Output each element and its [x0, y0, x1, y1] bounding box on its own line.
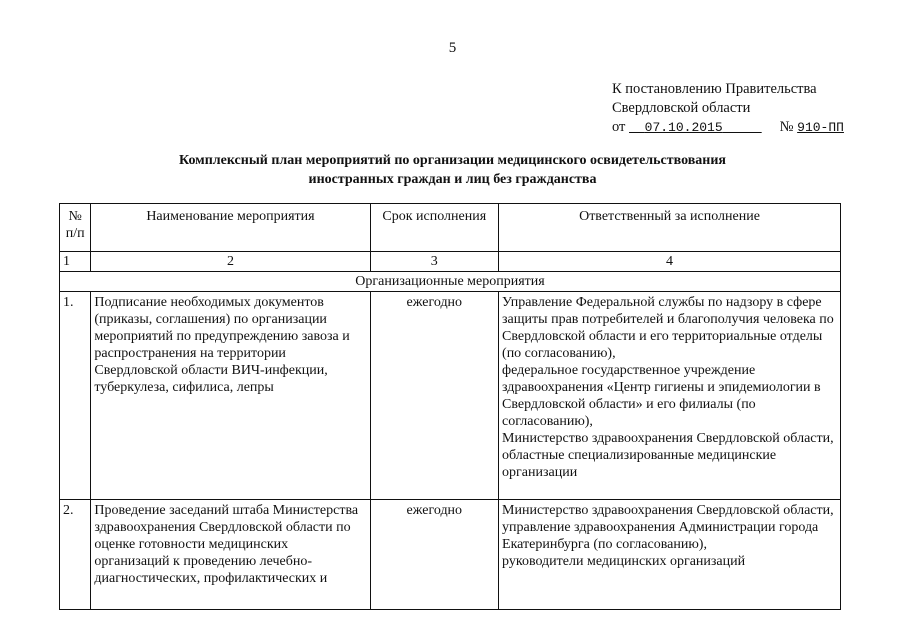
decree-line-1: К постановлению Правительства [612, 81, 817, 97]
column-numbers-row [60, 252, 841, 272]
header-term: Срок исполнения [370, 204, 498, 252]
decree-line-2: Свердловской области [612, 100, 751, 116]
column-number-4: 4 [499, 252, 841, 272]
document-title-line-1: Комплексный план мероприятий по организации медицинского освидетельствования [178, 153, 727, 168]
column-number-2: 2 [91, 252, 370, 272]
plan-table [59, 203, 841, 610]
table-header-row [60, 204, 841, 252]
document-title [40, 151, 865, 189]
header-responsible: Ответственный за исполнение [499, 204, 841, 252]
decree-number-label: № [779, 119, 794, 135]
row-activity-name: Подписание необходимых документов (приказы, соглашения) по организации мероприятий по предупреждению завоза и распространения на территории Свердловской области ВИЧ-инфекции, туберкулеза, сифилиса, лепры [91, 292, 370, 500]
decree-date-line [612, 118, 902, 137]
column-number-3: 3 [370, 252, 498, 272]
row-term: ежегодно [370, 292, 498, 500]
row-responsible: Управление Федеральной службы по надзору в сфере защиты прав потребителей и благополучия человека по Свердловской области и его территориальные отделы (по согласованию), федеральное государственное учреждение здравоохранения «Центр гигиены и эпидемиологии в Свердловской области» и его филиалы (по согласованию), Министерство здравоохранения Свердловской области, областные специализированные медицинские организации [499, 292, 841, 500]
section-row [60, 272, 841, 292]
row-term: ежегодно [370, 500, 498, 610]
row-number: 2. [60, 500, 91, 610]
column-number-1: 1 [60, 252, 91, 272]
decree-number: 910-ПП [797, 120, 844, 135]
document-title-line-2: иностранных граждан и лиц без гражданства [308, 172, 597, 187]
table-row [60, 292, 841, 500]
decree-reference [612, 80, 902, 137]
decree-from-label: от [612, 119, 626, 135]
header-no: № п/п [60, 204, 91, 252]
row-responsible: Министерство здравоохранения Свердловской области, управление здравоохранения Администрации города Екатеринбурга (по согласованию), руководители медицинских организаций [499, 500, 841, 610]
header-name: Наименование мероприятия [91, 204, 370, 252]
page-number: 5 [448, 40, 457, 56]
decree-date: 07.10.2015 [644, 120, 723, 135]
section-title: Организационные мероприятия [60, 272, 841, 292]
row-number: 1. [60, 292, 91, 500]
table-row [60, 500, 841, 610]
row-activity-name: Проведение заседаний штаба Министерства здравоохранения Свердловской области по оценке готовности медицинских организаций к проведению лечебно-диагностических, профилактических и [91, 500, 370, 610]
